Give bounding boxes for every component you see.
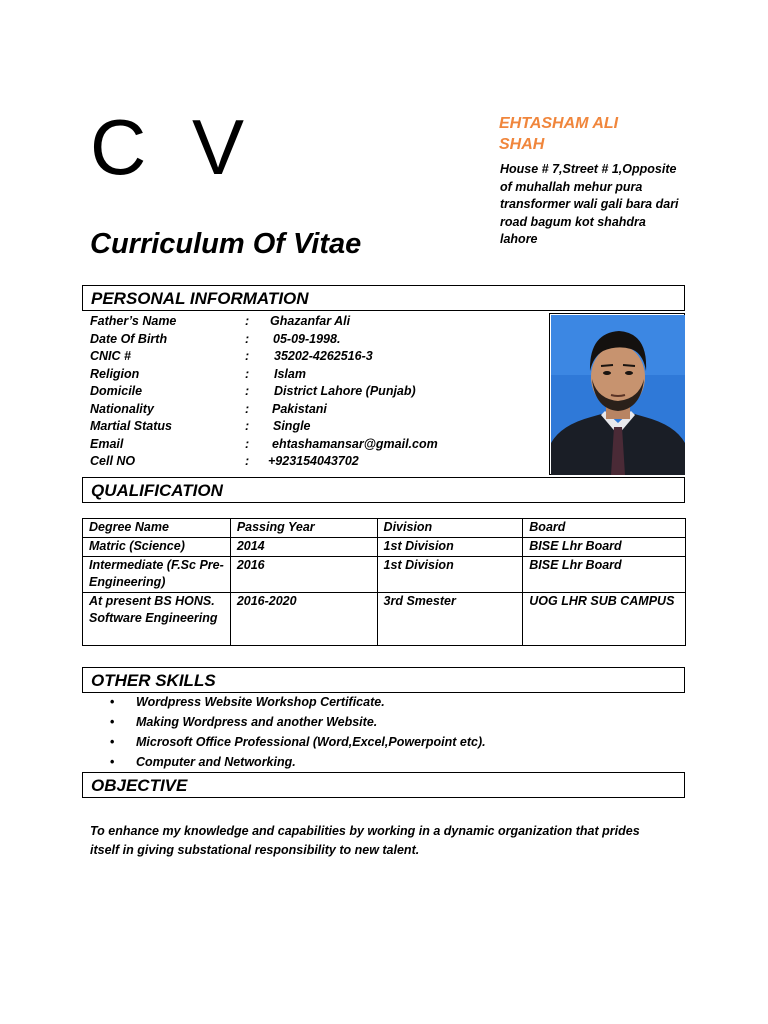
table-row — [83, 538, 686, 557]
table-cell: Matric (Science) — [83, 538, 231, 557]
field-value: ehtashamansar@gmail.com — [272, 436, 438, 451]
table-header-row — [83, 519, 686, 538]
section-personal-information: PERSONAL INFORMATION — [82, 285, 685, 311]
field-value: Ghazanfar Ali — [270, 314, 351, 328]
table-cell: Intermediate (F.Sc Pre-Engineering) — [83, 556, 231, 592]
bullet-icon: • — [110, 695, 115, 709]
field-label: Father’s Name — [90, 314, 177, 328]
objective-text: To enhance my knowledge and capabilities by working in a dynamic organization that prides itself in giving substational responsibility to new talent. — [90, 824, 640, 857]
skill-text: Computer and Networking. — [136, 755, 296, 769]
document-subtitle: Curriculum Of Vitae — [90, 228, 362, 260]
skill-text: Making Wordpress and another Website. — [136, 715, 378, 729]
field-value: Pakistani — [272, 401, 327, 416]
profile-photo-frame — [549, 313, 685, 475]
profile-photo — [551, 315, 685, 475]
field-label: Nationality — [90, 401, 154, 416]
field-colon: : — [245, 401, 250, 416]
list-item — [110, 753, 486, 773]
column-header: Board — [523, 519, 686, 538]
table-cell: 3rd Smester — [377, 592, 523, 645]
field-colon: : — [245, 366, 250, 381]
field-label: Religion — [90, 366, 140, 381]
bullet-icon: • — [110, 735, 115, 749]
table-cell: 1st Division — [377, 538, 523, 557]
table-cell: At present BS HONS. Software Engineering — [83, 592, 231, 645]
cv-title: C V — [90, 103, 257, 191]
field-label: Domicile — [90, 384, 143, 398]
table-cell: UOG LHR SUB CAMPUS — [523, 592, 686, 645]
section-objective: OBJECTIVE — [82, 772, 685, 798]
field-label: Martial Status — [90, 419, 172, 433]
field-value: +923154043702 — [268, 454, 359, 468]
skills-list — [110, 693, 486, 773]
column-header: Passing Year — [230, 519, 377, 538]
table-cell: 2016-2020 — [230, 592, 377, 645]
field-label: Date Of Birth — [90, 331, 168, 346]
field-colon: : — [245, 419, 250, 433]
list-item — [110, 733, 486, 753]
skill-text: Wordpress Website Workshop Certificate. — [136, 695, 385, 709]
field-value: 05-09-1998. — [273, 331, 341, 346]
field-colon: : — [245, 331, 250, 346]
section-qualification: QUALIFICATION — [82, 477, 685, 503]
applicant-address: House # 7,Street # 1,Opposite of muhallah mehur pura transformer wali gali bara dari road bagum kot shahdra lahore — [500, 162, 679, 246]
column-header: Degree Name — [83, 519, 231, 538]
field-label: CNIC # — [90, 349, 131, 363]
field-value: Single — [273, 419, 311, 433]
bullet-icon: • — [110, 755, 115, 769]
field-value: District Lahore (Punjab) — [274, 384, 416, 398]
list-item — [110, 713, 486, 733]
field-value: Islam — [274, 366, 306, 381]
bullet-icon: • — [110, 715, 115, 729]
table-row — [83, 556, 686, 592]
field-colon: : — [245, 384, 250, 398]
skill-text: Microsoft Office Professional (Word,Excel,Powerpoint etc). — [136, 735, 486, 749]
field-colon: : — [245, 436, 250, 451]
section-other-skills: OTHER SKILLS — [82, 667, 685, 693]
table-cell: BISE Lhr Board — [523, 556, 686, 592]
field-label: Email — [90, 436, 124, 451]
table-cell: 2016 — [230, 556, 377, 592]
field-colon: : — [245, 314, 250, 328]
applicant-name: EHTASHAM ALI SHAH — [499, 115, 619, 153]
field-colon: : — [245, 454, 250, 468]
table-row — [83, 592, 686, 645]
field-colon: : — [245, 349, 250, 363]
qualification-table — [82, 518, 686, 646]
table-cell: 1st Division — [377, 556, 523, 592]
table-cell: BISE Lhr Board — [523, 538, 686, 557]
column-header: Division — [377, 519, 523, 538]
field-label: Cell NO — [90, 454, 136, 468]
field-value: 35202-4262516-3 — [274, 349, 373, 363]
list-item — [110, 693, 486, 713]
table-cell: 2014 — [230, 538, 377, 557]
